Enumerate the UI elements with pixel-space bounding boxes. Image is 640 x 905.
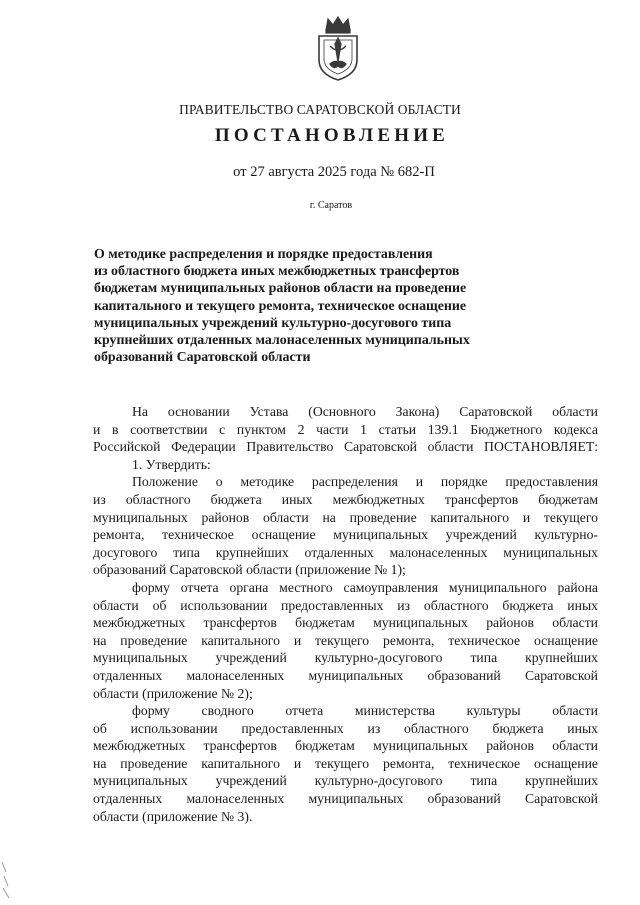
- body-line: муниципальных учреждений культурно-досугового типа крупнейших: [93, 650, 598, 666]
- body-line: отдаленных малонаселенных муниципальных образований Саратовской: [93, 791, 598, 807]
- title-line: капитального и текущего ремонта, техническое оснащение: [94, 298, 467, 314]
- body-line: области (приложение № 2);: [93, 685, 253, 701]
- saratov-coat-of-arms-icon: [316, 16, 360, 82]
- body-line: досугового типа крупнейших отдаленных малонаселенных муниципальных: [93, 544, 598, 560]
- body-line: образований Саратовской области (приложение № 1);: [93, 562, 406, 578]
- body-line: Российской Федерации Правительство Саратовской области ПОСТАНОВЛЯЕТ:: [93, 439, 598, 455]
- body-line: муниципальных учреждений культурно-досугового типа крупнейших: [93, 773, 598, 789]
- body-line: и в соответствии с пунктом 2 части 1 статьи 139.1 Бюджетного кодекса: [93, 421, 598, 437]
- document-type-title: ПОСТАНОВЛЕНИЕ: [214, 125, 450, 146]
- body-line: об использовании предоставленных из областного бюджета иных: [93, 720, 598, 736]
- scan-edge-mark: [0, 860, 24, 900]
- body-line: области (приложение № 3).: [93, 808, 253, 824]
- body-line: из областного бюджета иных межбюджетных трансфертов бюджетам: [93, 491, 598, 507]
- body-line: Положение о методике распределения и порядке предоставления: [132, 474, 598, 490]
- body-line: на проведение капитального и текущего ремонта, техническое оснащение: [93, 755, 598, 771]
- body-line: межбюджетных трансфертов бюджетам муниципальных районов области: [93, 615, 598, 631]
- body-line: 1. Утвердить:: [132, 456, 211, 472]
- body-line: На основании Устава (Основного Закона) Саратовской области: [132, 404, 598, 419]
- document-subject-title: [94, 246, 504, 366]
- title-line: из областного бюджета иных межбюджетных трансфертов: [94, 264, 460, 280]
- organization-header: ПРАВИТЕЛЬСТВО САРАТОВСКОЙ ОБЛАСТИ: [179, 102, 461, 117]
- body-line: на проведение капитального и текущего ремонта, техническое оснащение: [93, 632, 598, 648]
- body-line: форму отчета органа местного самоуправления муниципального района: [132, 579, 598, 595]
- document-city: г. Саратов: [309, 200, 353, 211]
- body-line: межбюджетных трансфертов бюджетам муниципальных районов области: [93, 738, 598, 754]
- body-line: области об использовании предоставленных из областного бюджета иных: [93, 597, 598, 613]
- title-line: крупнейших отдаленных малонаселенных муниципальных: [94, 333, 470, 349]
- title-line: О методике распределения и порядке предоставления: [94, 247, 433, 262]
- document-body: [93, 403, 598, 825]
- document-date-number: от 27 августа 2025 года № 682-П: [233, 164, 435, 180]
- body-line: ремонта, техническое оснащение муниципальных учреждений культурно-: [93, 527, 598, 543]
- body-line: отдаленных малонаселенных муниципальных образований Саратовской: [93, 667, 598, 683]
- body-line: муниципальных районов области на проведение капитального и текущего: [93, 509, 598, 525]
- title-line: образований Саратовской области: [94, 350, 311, 366]
- title-line: муниципальных учреждений культурно-досугового типа: [94, 315, 452, 331]
- title-line: бюджетам муниципальных районов области на проведение: [94, 281, 467, 297]
- body-line: форму сводного отчета министерства культуры области: [132, 703, 598, 719]
